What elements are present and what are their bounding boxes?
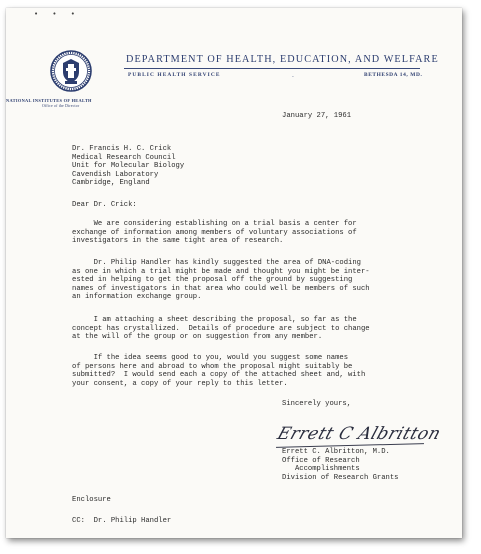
address-line: Cambridge, England [72,179,150,188]
enclosure-note: Enclosure [72,496,111,504]
signature-block [282,448,398,482]
institute-label: NATIONAL INSTITUTES OF HEALTH [6,98,92,103]
corner-marks: • • • [34,10,81,18]
closing: Sincerely yours, [282,400,352,408]
cc-note: CC: Dr. Philip Handler [72,517,172,525]
body-paragraph: I am attaching a sheet describing the proposal, so far as the concept has crystallized. Details of procedure are subject to change at the will of the group or on suggestion from any member. [72,316,370,342]
signer-line: Division of Research Grants [282,473,399,482]
address-line: Dr. Francis H. C. Crick [72,145,172,153]
signer-line: Accomplishments [282,465,360,474]
signer-line: Errett C. Albritton, M.D. [282,448,390,456]
salutation: Dear Dr. Crick: [72,201,137,209]
address-line: Unit for Molecular Biology [72,162,185,171]
body-paragraph: Dr. Philip Handler has kindly suggested the area of DNA-coding as one in which a trial might be made and thought you might be inter- ested in helping to get the proposal off the ground by suggesting names of investigators in that area who could well be members of such an information exchange group. [72,259,370,302]
institute-office-label: Office of the Director [42,104,80,108]
inside-address [72,145,184,188]
letter-page [6,8,462,538]
department-heading: DEPARTMENT OF HEALTH, EDUCATION, AND WELFARE [126,54,439,65]
letter-date: January 27, 1961 [282,112,352,120]
location-label: BETHESDA 14, MD. [364,72,423,78]
signer-line: Office of Research [282,456,360,465]
public-health-service-label: PUBLIC HEALTH SERVICE [128,72,221,78]
address-line: Medical Research Council [72,153,176,162]
hew-seal-logo [50,50,92,92]
body-paragraph: We are considering establishing on a trial basis a center for exchange of information among members of voluntary associations of investigators in the same tight area of research. [72,220,357,246]
seal-emblem [50,50,92,92]
address-line: Cavendish Laboratory [72,170,159,179]
letterhead-rule [124,68,420,69]
handwritten-signature: Errett C Albritton [274,424,444,444]
separator-dot: . [292,72,294,79]
body-paragraph: If the idea seems good to you, would you suggest some names of persons here and abroad to whom the proposal might suitably be submitted? I would send each a copy of the attached sheet and, with your consent, a copy of your reply to this letter. [72,354,366,388]
